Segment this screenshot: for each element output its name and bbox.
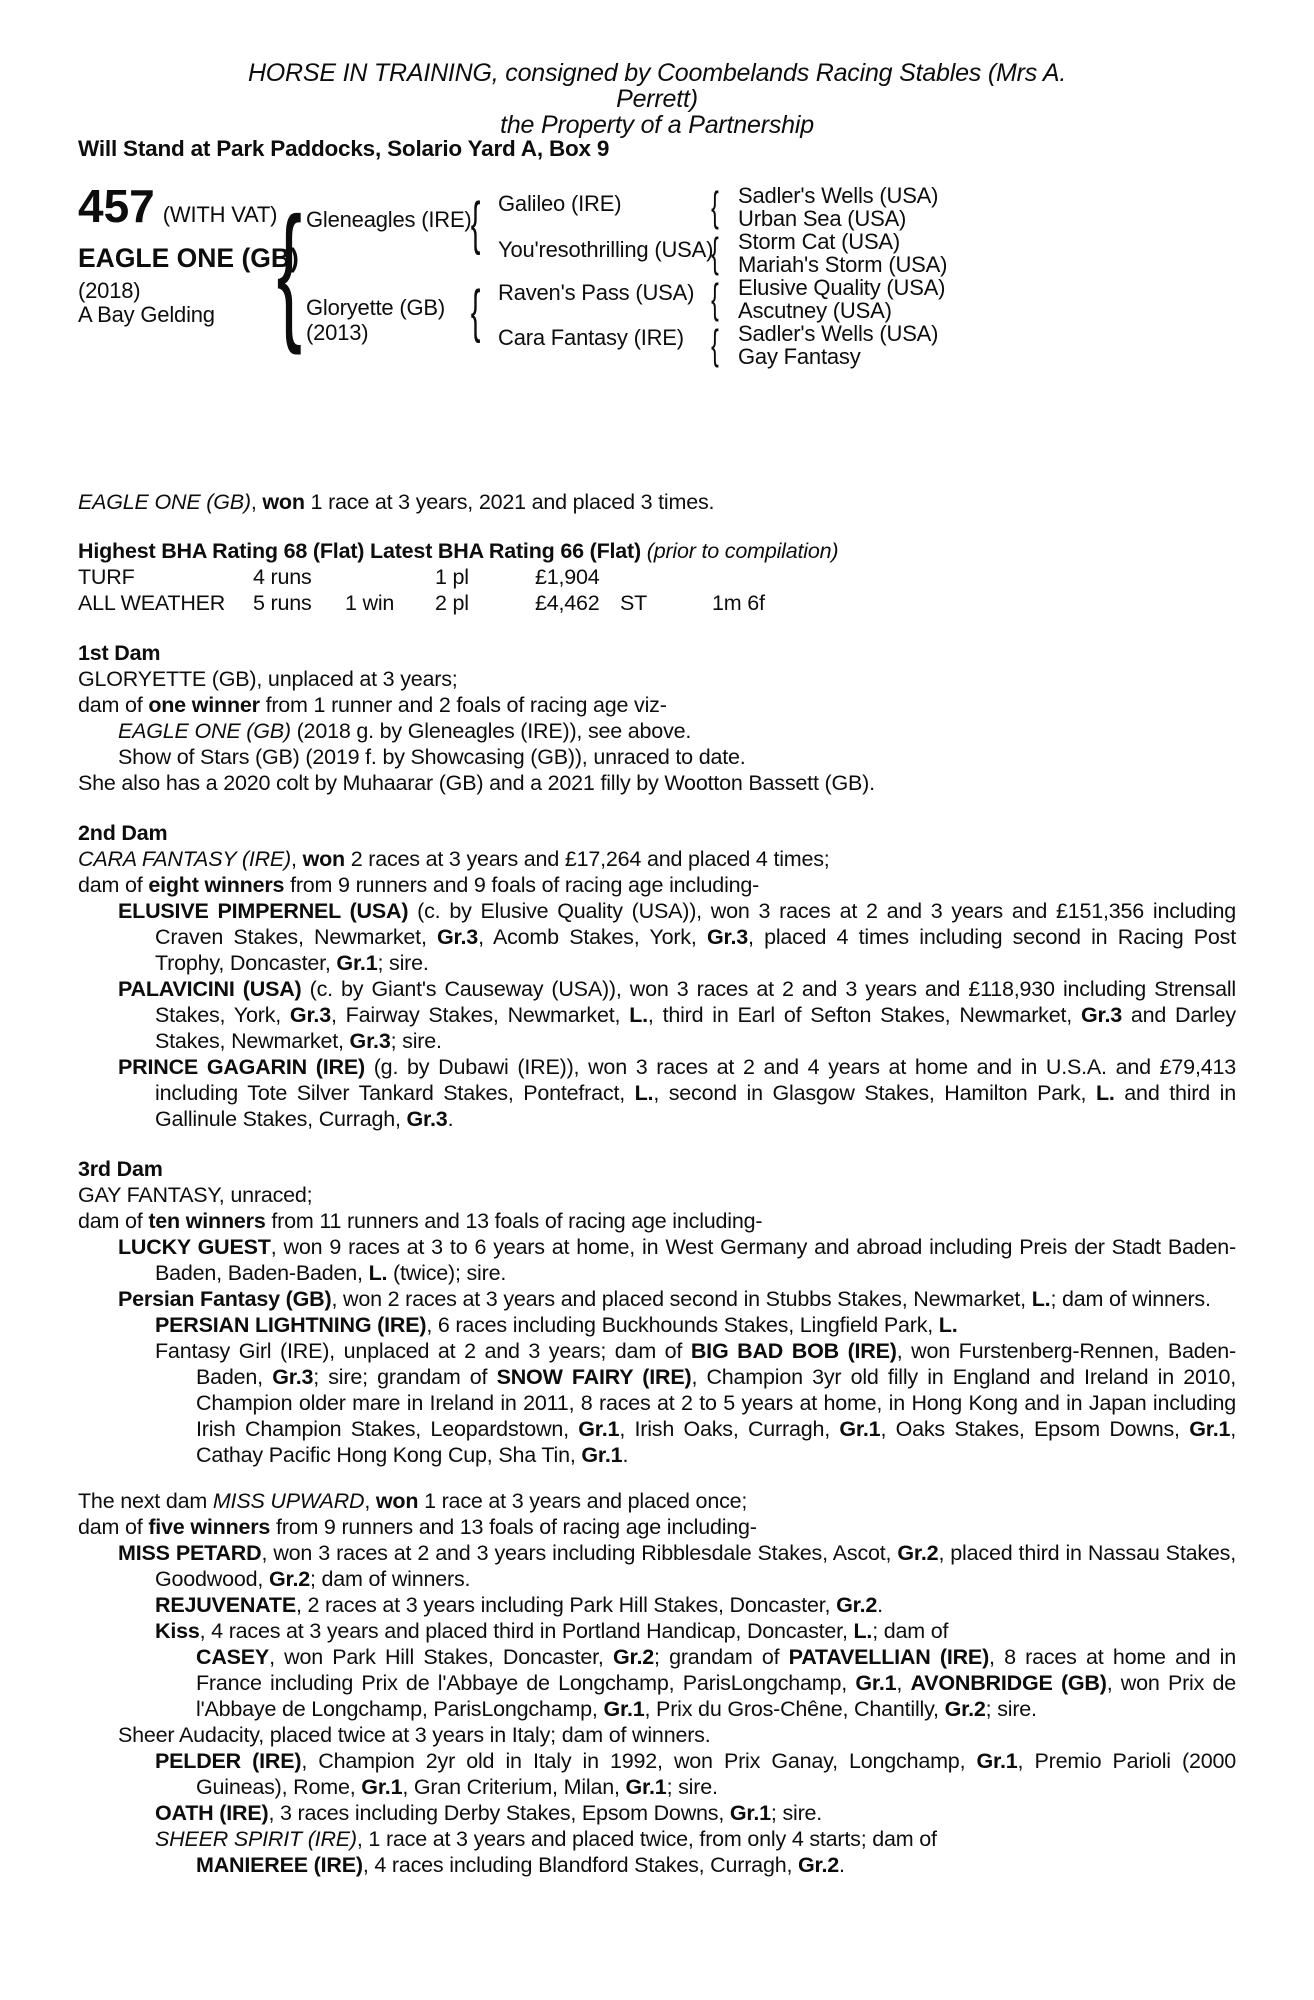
text-segment: L. <box>634 1081 654 1105</box>
pedigree-text-line <box>78 1208 1236 1234</box>
text-segment: . <box>877 1593 883 1617</box>
text-segment: , 4 races at 3 years and placed third in Portland Handicap, Doncaster, <box>199 1619 854 1643</box>
pedigree-brace-gg3: { <box>711 275 719 322</box>
text-segment: Gr.3 <box>406 1107 448 1131</box>
text-segment: Gr.3 <box>1080 1003 1122 1027</box>
text-segment: L. <box>938 1313 958 1337</box>
horse-name: EAGLE ONE (GB) <box>78 243 299 273</box>
text-segment: Show of Stars (GB) (2019 f. by Showcasing (GB)), unraced to date. <box>118 745 746 769</box>
text-segment: , Cathay Pacific Hong Kong Cup, Sha Tin, <box>196 1417 1237 1467</box>
text-segment: Gr.3 <box>706 925 748 949</box>
pedigree-text-line <box>78 1234 1236 1286</box>
text-segment: MISS PETARD <box>118 1541 262 1565</box>
pedigree-dam-year: (2013) <box>306 320 369 345</box>
text-segment: Persian Fantasy (GB) <box>118 1287 332 1311</box>
pedigree-gen4-5: Ascutney (USA) <box>738 298 892 323</box>
pedigree-brace-sire: { <box>470 191 481 256</box>
text-segment: ; dam of winners. <box>310 1567 471 1591</box>
pedigree-text-line <box>78 1338 1236 1468</box>
pedigree-brace-gg1: { <box>711 183 719 230</box>
header-consignment <box>0 60 1314 138</box>
pedigree-text-line <box>78 1540 1236 1592</box>
lot-row <box>78 180 278 232</box>
pedigree-gen3-3: Cara Fantasy (IRE) <box>498 325 684 350</box>
text-segment: ; sire. <box>390 1029 442 1053</box>
pedigree-brace-gg2: { <box>711 229 719 276</box>
pedigree-tree <box>78 180 1236 383</box>
text-segment: , placed 4 times including second in Racing Post Trophy, Doncaster, <box>155 925 1237 975</box>
pedigree-brace-main: { <box>276 186 302 356</box>
text-segment: Gr.2 <box>612 1645 655 1669</box>
text-segment: . <box>839 1853 845 1877</box>
bha-ratings-header <box>78 538 1236 564</box>
text-segment: Gr.1 <box>976 1749 1018 1773</box>
pedigree-text-line <box>78 1286 1236 1312</box>
text-segment: She also has a 2020 colt by Muhaarar (GB) and a 2021 filly by Wootton Bassett (GB). <box>78 771 875 795</box>
text-segment: won <box>375 1489 419 1513</box>
text-segment: , 3 races including Derby Stakes, Epsom Downs, <box>268 1801 730 1825</box>
text-segment: , won Prix de l'Abbaye de Longchamp, ParisLongchamp, <box>196 1671 1236 1721</box>
text-segment: , won 3 races at 2 and 3 years including Ribblesdale Stakes, Ascot, <box>261 1541 898 1565</box>
pedigree-text-line <box>78 846 1236 872</box>
pedigree-text-line <box>78 718 1236 744</box>
ratings-cell: 1 win <box>345 591 395 615</box>
text-segment: Gr.1 <box>603 1697 645 1721</box>
text-segment: , Acomb Stakes, York, <box>478 925 707 949</box>
text-segment: from 9 runners and 13 foals of racing age including- <box>270 1515 757 1539</box>
text-segment: REJUVENATE <box>155 1593 296 1617</box>
pedigree-gen3-1: You'resothrilling (USA) <box>498 237 714 262</box>
text-segment: , Oaks Stakes, Epsom Downs, <box>880 1417 1190 1441</box>
text-segment: Gr.2 <box>836 1593 878 1617</box>
text-segment: Gr.3 <box>289 1003 331 1027</box>
pedigree-text-line <box>78 976 1236 1054</box>
text-segment: Gr.3 <box>272 1365 314 1389</box>
text-segment: Gr.1 <box>336 951 378 975</box>
catalogue-body <box>78 489 1236 1878</box>
text-segment: OATH (IRE) <box>155 1801 269 1825</box>
lot-number: 457 <box>78 180 155 232</box>
text-segment: , Fairway Stakes, Newmarket, <box>330 1003 630 1027</box>
pedigree-brace-gg4: { <box>711 321 719 368</box>
dam-section-heading: 3rd Dam <box>78 1157 163 1181</box>
ratings-cell <box>620 564 712 590</box>
text-segment: Gr.1 <box>729 1801 771 1825</box>
text-segment: , Prix du Gros-Chêne, Chantilly, <box>644 1697 945 1721</box>
text-segment: Gr.2 <box>897 1541 939 1565</box>
text-segment: , <box>896 1671 911 1695</box>
text-segment: PRINCE GAGARIN (IRE) <box>118 1055 365 1079</box>
pedigree-gen3-0: Galileo (IRE) <box>498 191 622 216</box>
text-segment: and Darley Stakes, Newmarket, <box>155 1003 1236 1053</box>
text-segment: L. <box>1031 1287 1051 1311</box>
text-segment: , 2 races at 3 years including Park Hill Stakes, Doncaster, <box>295 1593 837 1617</box>
text-segment: ; grandam of <box>654 1645 789 1669</box>
text-segment: Gr.1 <box>361 1775 403 1799</box>
pedigree-text-line <box>78 872 1236 898</box>
text-segment: from 11 runners and 13 foals of racing age including- <box>265 1209 763 1233</box>
text-segment: (2018 g. by Gleneagles (IRE)), see above. <box>290 719 692 743</box>
text-segment: Gr.2 <box>268 1567 310 1591</box>
text-segment: 1 race at 3 years and placed once; <box>418 1489 748 1513</box>
pedigree-text-line <box>78 1182 1236 1208</box>
pedigree-text-line <box>78 1800 1236 1826</box>
consignment-line: HORSE IN TRAINING, consigned by Coombelands Racing Stables (Mrs A. Perrett) <box>247 59 1067 113</box>
text-segment: , 6 races including Buckhounds Stakes, Lingfield Park, <box>426 1313 939 1337</box>
text-segment: CASEY <box>196 1645 270 1669</box>
ratings-row <box>78 590 1236 616</box>
text-segment: Gr.2 <box>798 1853 840 1877</box>
text-segment: PERSIAN LIGHTNING (IRE) <box>155 1313 427 1337</box>
pedigree-brace-dam: { <box>470 279 481 344</box>
pedigree-text-line <box>78 744 1236 770</box>
text-segment: GLORYETTE (GB), unplaced at 3 years; <box>78 667 458 691</box>
text-segment: Gr.1 <box>581 1443 623 1467</box>
text-segment: L. <box>368 1261 388 1285</box>
text-segment: ; sire. <box>377 951 429 975</box>
ratings-cell: ST <box>620 591 648 615</box>
text-segment: ; dam of winners. <box>1050 1287 1211 1311</box>
dam-section-heading: 1st Dam <box>78 641 161 665</box>
text-segment: Highest BHA Rating 68 (Flat) Latest BHA Rating 66 (Flat) <box>78 539 647 563</box>
ratings-cell: £1,904 <box>535 565 600 589</box>
text-segment: SNOW FAIRY (IRE) <box>496 1365 692 1389</box>
pedigree-gen4-2: Storm Cat (USA) <box>738 229 901 254</box>
text-segment: EAGLE ONE (GB) <box>78 490 251 514</box>
text-segment: PALAVICINI (USA) <box>118 977 302 1001</box>
text-segment: 2 races at 3 years and £17,264 and placed 4 times; <box>344 847 830 871</box>
text-segment: , 1 race at 3 years and placed twice, from only 4 starts; dam of <box>356 1827 937 1851</box>
pedigree-gen4-4: Elusive Quality (USA) <box>738 275 946 300</box>
text-segment: CARA FANTASY (IRE) <box>78 847 292 871</box>
pedigree-text-line <box>78 666 1236 692</box>
text-segment: , Champion 3yr old filly in England and Ireland in 2010, Champion older mare in Ireland in 2011, 8 races at 2 to 5 years at home, in Hong Kong and in Japan including Irish Champion Stakes, Leopardstown, <box>196 1365 1236 1441</box>
ratings-cell: 5 runs <box>253 591 312 615</box>
text-segment: Gr.1 <box>1189 1417 1231 1441</box>
text-segment: ELUSIVE PIMPERNEL (USA) <box>118 899 409 923</box>
text-segment: LUCKY GUEST <box>118 1235 271 1259</box>
text-segment: . <box>447 1107 454 1131</box>
pedigree-text-line <box>78 692 1236 718</box>
text-segment: from 9 runners and 9 foals of racing age including- <box>284 873 760 897</box>
text-segment: Gr.1 <box>855 1671 897 1695</box>
pedigree-text-line <box>78 1514 1236 1540</box>
text-segment: PATAVELLIAN (IRE) <box>788 1645 990 1669</box>
pedigree-text-line <box>78 1488 1236 1514</box>
text-segment: dam of <box>78 693 149 717</box>
horse-year: (2018) <box>78 278 141 303</box>
ratings-cell: 1 pl <box>435 565 469 589</box>
text-segment: (prior to compilation) <box>646 539 839 563</box>
text-segment: , Champion 2yr old in Italy in 1992, won Prix Ganay, Longchamp, <box>301 1749 977 1773</box>
pedigree-gen4-7: Gay Fantasy <box>738 344 861 369</box>
text-segment: , 4 races including Blandford Stakes, Curragh, <box>362 1853 798 1877</box>
text-segment: Kiss <box>155 1619 200 1643</box>
text-segment: one winner <box>148 693 260 717</box>
text-segment: , Premio Parioli (2000 Guineas), Rome, <box>196 1749 1237 1799</box>
ratings-cell: 2 pl <box>435 591 469 615</box>
text-segment: BIG BAD BOB (IRE) <box>690 1339 897 1363</box>
text-segment: L. <box>629 1003 648 1027</box>
header-stand-line: Will Stand at Park Paddocks, Solario Yard A, Box 9 <box>78 136 610 161</box>
text-segment: dam of <box>78 1515 149 1539</box>
ratings-cell: TURF <box>78 565 135 589</box>
text-segment: , Gran Criterium, Milan, <box>402 1775 626 1799</box>
pedigree-text-line <box>78 1054 1236 1132</box>
text-segment: dam of <box>78 1209 149 1233</box>
pedigree-dam: Gloryette (GB) <box>306 295 446 320</box>
ratings-table <box>78 538 1236 616</box>
text-segment: L. <box>1095 1081 1115 1105</box>
text-segment: GAY FANTASY, unraced; <box>78 1183 313 1207</box>
text-segment: Sheer Audacity, placed twice at 3 years in Italy; dam of winners. <box>118 1723 711 1747</box>
text-segment: (c. by Giant's Causeway (USA)), won 3 races at 2 and 3 years and £118,930 including Strensall Stakes, York, <box>155 977 1236 1027</box>
text-segment: Gr.1 <box>839 1417 881 1441</box>
ratings-rows <box>78 564 1236 616</box>
pedigree-sire: Gleneagles (IRE) <box>306 207 472 232</box>
ratings-row <box>78 564 1236 590</box>
ratings-cell: ALL WEATHER <box>78 591 226 615</box>
text-segment: five winners <box>148 1515 271 1539</box>
dam-sections <box>78 640 1236 1878</box>
text-segment: . <box>622 1443 629 1467</box>
text-segment: , <box>250 490 263 514</box>
text-segment: ; sire. <box>770 1801 823 1825</box>
text-segment: , third in Earl of Sefton Stakes, Newmarket, <box>647 1003 1081 1027</box>
pedigree-gen4-3: Mariah's Storm (USA) <box>738 252 948 277</box>
text-segment: L. <box>853 1619 873 1643</box>
text-segment: dam of <box>78 873 149 897</box>
pedigree-text-line <box>78 1826 1236 1852</box>
pedigree-text-line <box>78 1312 1236 1338</box>
text-segment: won <box>262 490 305 514</box>
pedigree-text-line <box>78 1722 1236 1748</box>
text-segment: PELDER (IRE) <box>155 1749 302 1773</box>
text-segment: ; sire; grandam of <box>313 1365 497 1389</box>
pedigree-gen3-2: Raven's Pass (USA) <box>498 280 695 305</box>
text-segment: EAGLE ONE (GB) <box>118 719 291 743</box>
text-segment: , won 9 races at 3 to 6 years at home, in West Germany and abroad including Preis der Stadt Baden-Baden, Baden-Baden, <box>155 1235 1236 1285</box>
pedigree-gen4-6: Sadler's Wells (USA) <box>738 321 939 346</box>
text-segment: MANIEREE (IRE) <box>196 1853 363 1877</box>
text-segment: from 1 runner and 2 foals of racing age viz- <box>259 693 667 717</box>
race-record <box>78 489 1236 515</box>
text-segment: , 8 races at home and in France including Prix de l'Abbaye de Longchamp, ParisLongchamp, <box>196 1645 1236 1695</box>
horse-color-sex: A Bay Gelding <box>78 302 215 327</box>
text-segment: Gr.1 <box>578 1417 620 1441</box>
text-segment: 1 race at 3 years, 2021 and placed 3 times. <box>304 490 715 514</box>
pedigree-gen4-1: Urban Sea (USA) <box>738 206 907 231</box>
text-segment: , won 2 races at 3 years and placed second in Stubbs Stakes, Newmarket, <box>331 1287 1032 1311</box>
text-segment: and third in Gallinule Stakes, Curragh, <box>155 1081 1236 1131</box>
text-segment: ten winners <box>148 1209 266 1233</box>
text-segment: won <box>302 847 345 871</box>
text-segment: AVONBRIDGE (GB) <box>910 1671 1107 1695</box>
text-segment: , <box>364 1489 376 1513</box>
text-segment: Gr.3 <box>437 925 479 949</box>
text-segment: SHEER SPIRIT (IRE) <box>155 1827 357 1851</box>
ratings-cell: 4 runs <box>253 565 312 589</box>
text-segment: ; sire. <box>666 1775 718 1799</box>
text-segment: (twice); sire. <box>387 1261 507 1285</box>
text-segment: Gr.2 <box>944 1697 986 1721</box>
lot-vat-note: (WITH VAT) <box>162 202 278 227</box>
text-segment: The next dam <box>78 1489 213 1513</box>
text-segment: ; sire. <box>985 1697 1037 1721</box>
text-segment: , second in Glasgow Stakes, Hamilton Park, <box>653 1081 1096 1105</box>
text-segment: MISS UPWARD <box>212 1489 365 1513</box>
text-segment: (g. by Dubawi (IRE)), won 3 races at 2 and 4 years at home and in U.S.A. and £79,413 including Tote Silver Tankard Stakes, Pontefract, <box>155 1055 1236 1105</box>
text-segment: Fantasy Girl (IRE), unplaced at 2 and 3 years; dam of <box>155 1339 691 1363</box>
text-segment: Gr.1 <box>625 1775 667 1799</box>
pedigree-text-line <box>78 1748 1236 1800</box>
text-segment: eight winners <box>148 873 285 897</box>
ratings-cell: 1m 6f <box>712 591 765 615</box>
ratings-cell <box>345 564 435 590</box>
text-segment: (c. by Elusive Quality (USA)), won 3 races at 2 and 3 years and £151,356 including Craven Stakes, Newmarket, <box>155 899 1236 949</box>
text-segment: ; dam of <box>872 1619 949 1643</box>
pedigree-text-line <box>78 770 1236 796</box>
pedigree-text-line <box>78 1592 1236 1618</box>
pedigree-text-line <box>78 1852 1236 1878</box>
property-line: the Property of a Partnership <box>500 111 814 139</box>
text-segment: , <box>291 847 303 871</box>
pedigree-text-line <box>78 1644 1236 1722</box>
text-segment: , placed third in Nassau Stakes, Goodwood, <box>155 1541 1236 1591</box>
pedigree-text-line <box>78 1618 1236 1644</box>
text-segment: , won Furstenberg-Rennen, Baden-Baden, <box>196 1339 1236 1389</box>
pedigree-gen4-0: Sadler's Wells (USA) <box>738 183 939 208</box>
dam-section-heading: 2nd Dam <box>78 821 168 845</box>
ratings-cell <box>712 564 1236 590</box>
text-segment: , won Park Hill Stakes, Doncaster, <box>269 1645 613 1669</box>
pedigree-text-line <box>78 898 1236 976</box>
text-segment: , Irish Oaks, Curragh, <box>619 1417 840 1441</box>
ratings-cell: £4,462 <box>535 591 600 615</box>
text-segment: Gr.3 <box>349 1029 391 1053</box>
